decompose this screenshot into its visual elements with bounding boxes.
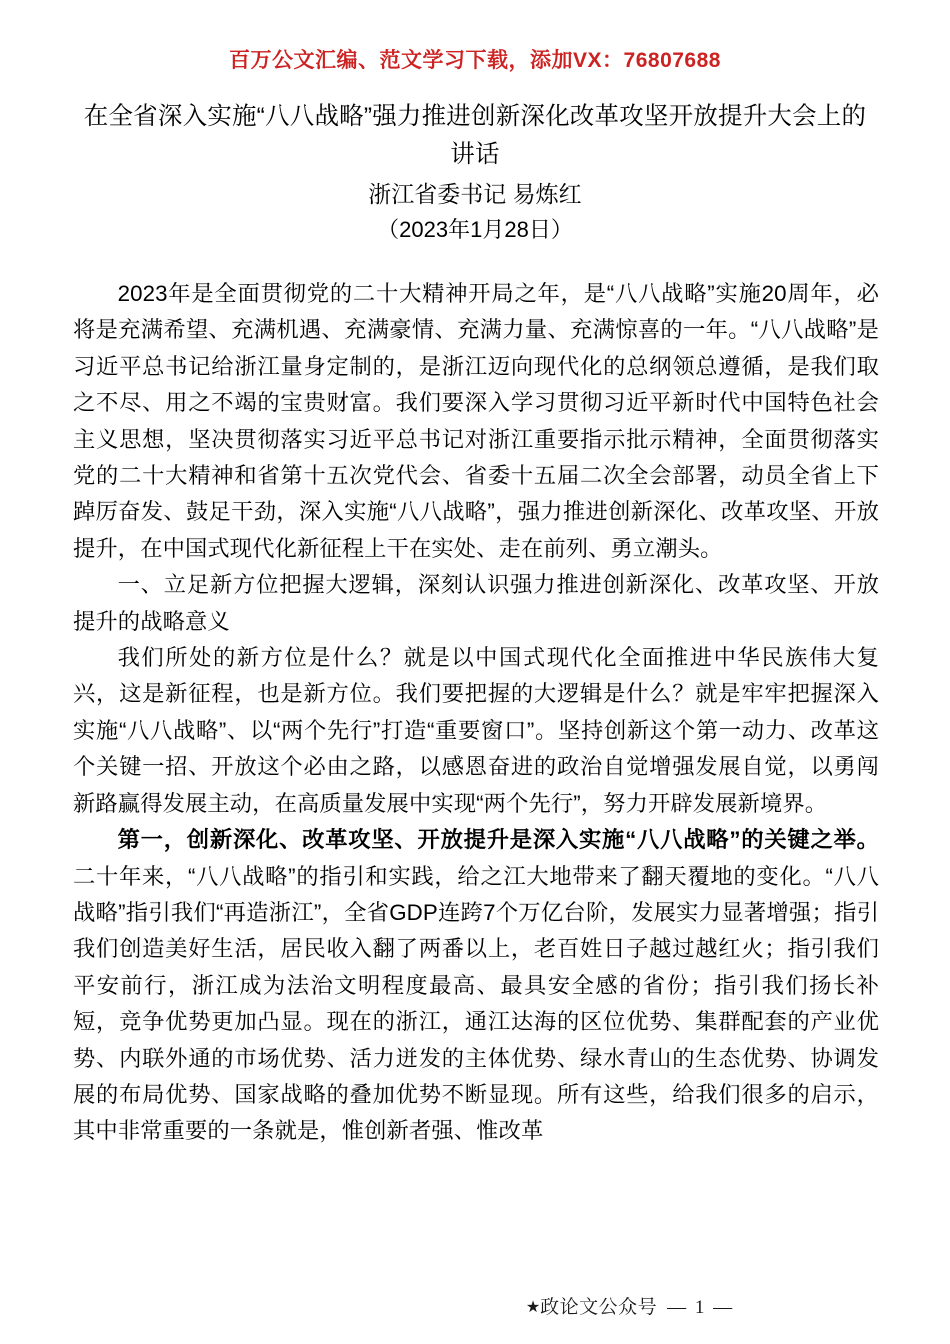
paragraph-bold-lead: 第一，创新深化、改革攻坚、开放提升是深入实施“八八战略”的关键之举。	[117, 827, 879, 853]
promo-banner-text: 百万公文汇编、范文学习下载，添加VX：76807688	[229, 49, 721, 72]
star-icon: ★	[525, 1297, 541, 1316]
document-header	[73, 98, 877, 248]
paragraph-rest-text: 二十年来，“八八战略”的指引和实践，给之江大地带来了翻天覆地的变化。“八八战略”指引我们“再造浙江”，全省GDP连跨7个万亿台阶，发展实力显著增强；指引我们创造美好生活，居民收入翻了两番以上，老百姓日子越过越红火；指引我们平安前行，浙江成为法治文明程度最高、最具安全感的省份；指引我们扬长补短，竞争优势更加凸显。现在的浙江，通江达海的区位优势、集群配套的产业优势、内联外通的市场优势、活力迸发的主体优势、绿水青山的生态优势、协调发展的布局优势、国家战略的叠加优势不断显现。所有这些，给我们很多的启示，其中非常重要的一条就是，惟创新者强、惟改革	[73, 863, 879, 1144]
document-body	[73, 276, 879, 1150]
document-date: （2023年1月28日）	[377, 217, 573, 242]
body-paragraph: 我们所处的新方位是什么？就是以中国式现代化全面推进中华民族伟大复兴，这是新征程，也是新方位。我们要把握的大逻辑是什么？就是牢牢把握深入实施“八八战略”、以“两个先行”打造“重要窗口”。坚持创新这个第一动力、改革这个关键一招、开放这个必由之路，以感恩奋进的政治自觉增强发展自觉，以勇闯新路赢得发展主动，在高质量发展中实现“两个先行”，努力开辟发展新境界。	[73, 645, 879, 816]
section-heading-1: 一、立足新方位把握大逻辑，深刻认识强力推进创新深化、改革攻坚、开放提升的战略意义	[73, 572, 879, 634]
promo-banner	[0, 44, 950, 74]
page-footer	[0, 1295, 950, 1320]
footer-content	[526, 1295, 734, 1320]
body-paragraph: 2023年是全面贯彻党的二十大精神开局之年，是“八八战略”实施20周年，必将是充满希望、充满机遇、充满豪情、充满力量、充满惊喜的一年。“八八战略”是习近平总书记给浙江量身定制的，是浙江迈向现代化的总纲领总遵循，是我们取之不尽、用之不竭的宝贵财富。我们要深入学习贯彻习近平新时代中国特色社会主义思想，坚决贯彻落实习近平总书记对浙江重要指示批示精神，全面贯彻落实党的二十大精神和省第十五次党代会、省委十五届二次全会部署，动员全省上下踔厉奋发、鼓足干劲，深入实施“八八战略”，强力推进创新深化、改革攻坚、开放提升，在中国式现代化新征程上干在实处、走在前列、勇立潮头。	[73, 281, 879, 561]
footer-channel-name: 政论文公众号	[540, 1297, 658, 1318]
document-byline: 浙江省委书记 易炼红	[368, 181, 582, 207]
page-number: — 1 —	[667, 1297, 735, 1318]
document-title: 在全省深入实施“八八战略”强力推进创新深化改革攻坚开放提升大会上的讲话	[83, 103, 867, 168]
body-paragraph-with-lead	[73, 822, 879, 1150]
